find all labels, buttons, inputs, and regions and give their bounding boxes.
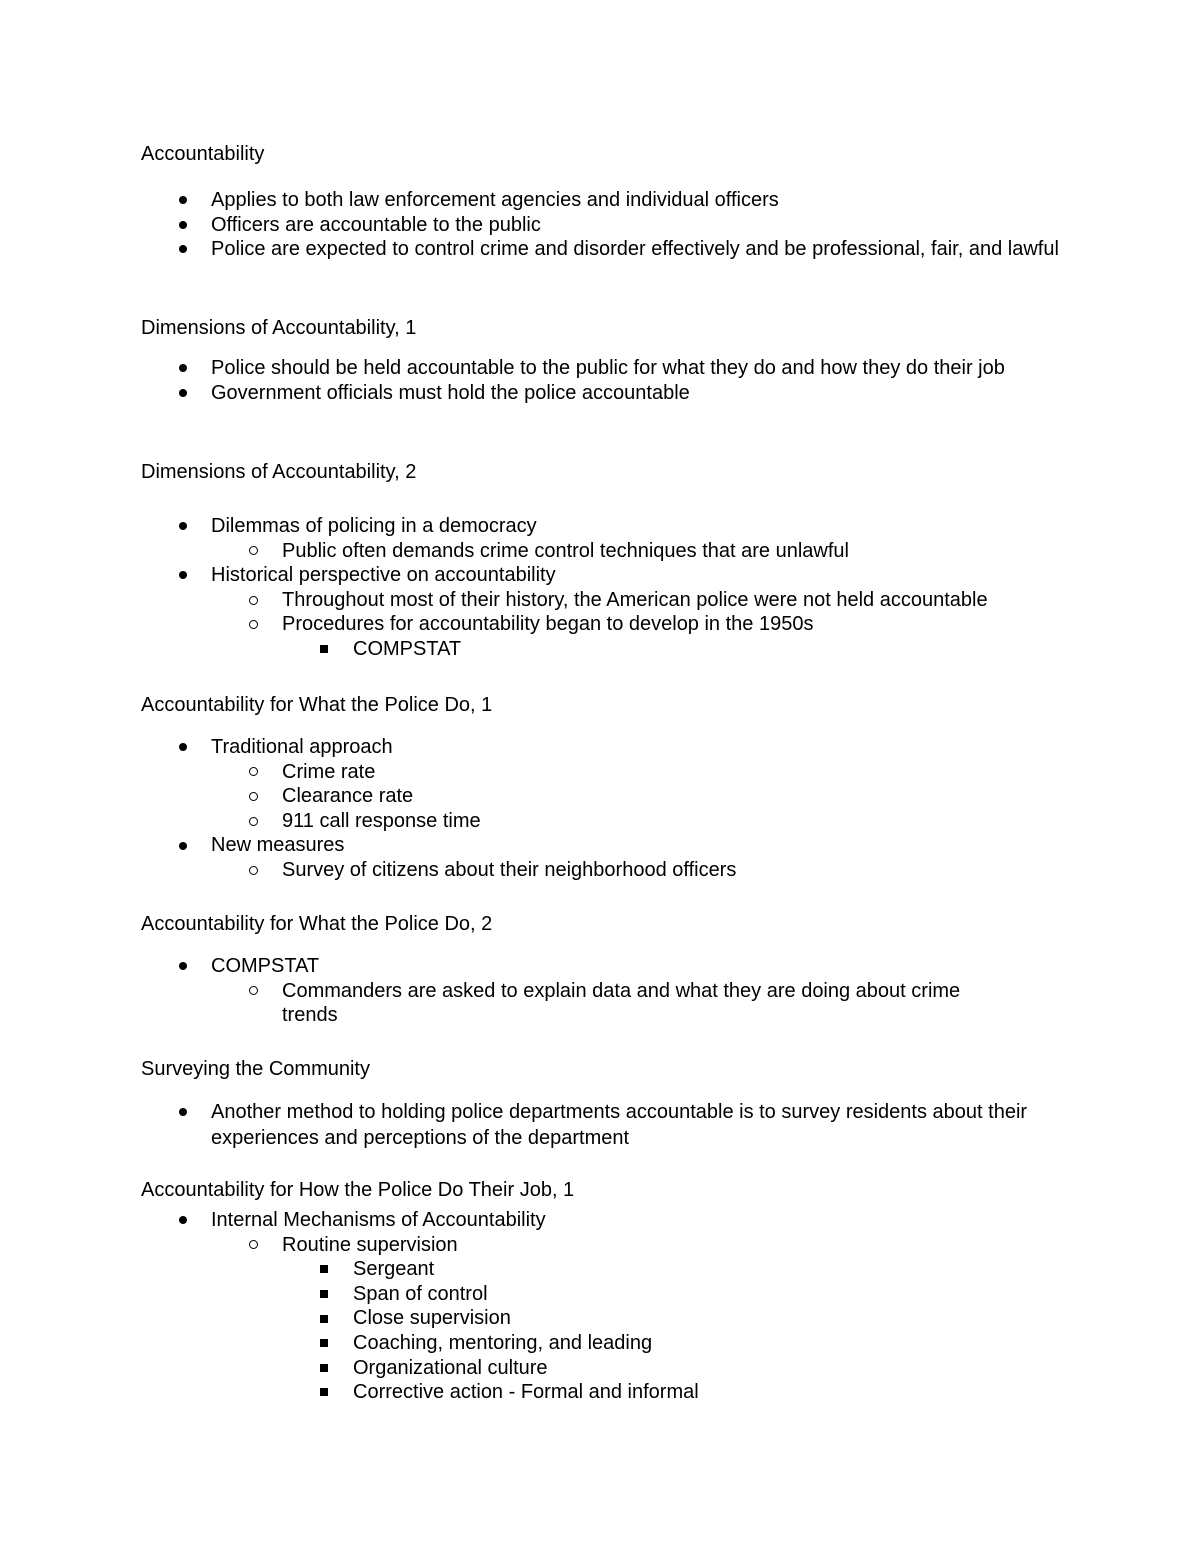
list-item: Procedures for accountability began to develop in the 1950s [141,612,1061,637]
list-item: COMPSTAT [141,637,1061,662]
section-accountability [141,142,1061,262]
section-heading: Accountability for What the Police Do, 1 [141,694,493,716]
bullet-square-icon [320,1290,328,1298]
section-dimensions-1 [141,316,1061,405]
bullet-dot-icon [179,571,187,579]
bullet-dot-icon [179,245,187,253]
list-item: Government officials must hold the police accountable [141,381,1061,406]
list-item: Close supervision [141,1306,1061,1331]
list-item: Throughout most of their history, the American police were not held accountable [141,588,1061,613]
list-item: Police are expected to control crime and disorder effectively and be professional, fair, and lawful [141,237,1061,262]
bullet-dot-icon [179,196,187,204]
bullet-list [141,735,1061,883]
list-item: Organizational culture [141,1356,1061,1381]
section-heading: Accountability [141,143,265,165]
bullet-list [141,356,1061,405]
list-item: Another method to holding police departments accountable is to survey residents about their experiences and perceptions of the department [141,1099,1061,1151]
list-item: Officers are accountable to the public [141,213,1061,238]
bullet-square-icon [320,1339,328,1347]
bullet-square-icon [320,1265,328,1273]
bullet-square-icon [320,645,328,653]
bullet-dot-icon [179,962,187,970]
list-item: Clearance rate [141,784,1061,809]
bullet-circle-icon [249,866,258,875]
bullet-circle-icon [249,596,258,605]
bullet-list [141,188,1061,262]
bullet-list [141,1099,1061,1151]
bullet-circle-icon [249,620,258,629]
list-item: Span of control [141,1282,1061,1307]
list-item: Dilemmas of policing in a democracy [141,514,1061,539]
list-item: Routine supervision [141,1233,1061,1258]
section-heading: Surveying the Community [141,1058,370,1080]
bullet-dot-icon [179,389,187,397]
list-item: Survey of citizens about their neighborhood officers [141,858,1061,883]
bullet-circle-icon [249,817,258,826]
list-item: Corrective action - Formal and informal [141,1380,1061,1405]
list-item: COMPSTAT [141,954,1061,979]
bullet-dot-icon [179,842,187,850]
list-item: Coaching, mentoring, and leading [141,1331,1061,1356]
bullet-circle-icon [249,1240,258,1249]
section-heading: Accountability for How the Police Do Their Job, 1 [141,1179,575,1201]
bullet-list [141,954,1061,1028]
section-heading: Accountability for What the Police Do, 2 [141,913,493,935]
section-heading: Dimensions of Accountability, 2 [141,461,417,483]
section-how-police-do-job-1 [141,1178,1061,1405]
bullet-circle-icon [249,986,258,995]
section-heading: Dimensions of Accountability, 1 [141,317,417,339]
bullet-dot-icon [179,1216,187,1224]
section-what-police-do-2 [141,912,1061,1028]
bullet-list [141,514,1061,662]
list-item: Commanders are asked to explain data and what they are doing about crime trends [141,979,1061,1028]
list-item: Historical perspective on accountability [141,563,1061,588]
list-item: Sergeant [141,1257,1061,1282]
bullet-square-icon [320,1364,328,1372]
list-item: Police should be held accountable to the public for what they do and how they do their job [141,356,1061,381]
bullet-square-icon [320,1315,328,1323]
list-item: Public often demands crime control techniques that are unlawful [141,539,1061,564]
bullet-circle-icon [249,546,258,555]
bullet-dot-icon [179,364,187,372]
bullet-circle-icon [249,792,258,801]
list-item: 911 call response time [141,809,1061,834]
list-item: Traditional approach [141,735,1061,760]
bullet-dot-icon [179,522,187,530]
section-what-police-do-1 [141,693,1061,883]
bullet-square-icon [320,1388,328,1396]
list-item: Internal Mechanisms of Accountability [141,1208,1061,1233]
bullet-dot-icon [179,221,187,229]
section-surveying-community [141,1057,1061,1151]
bullet-dot-icon [179,743,187,751]
list-item: Applies to both law enforcement agencies and individual officers [141,188,1061,213]
bullet-circle-icon [249,767,258,776]
list-item: New measures [141,833,1061,858]
bullet-list [141,1208,1061,1405]
section-dimensions-2 [141,460,1061,662]
bullet-dot-icon [179,1108,187,1116]
list-item: Crime rate [141,760,1061,785]
